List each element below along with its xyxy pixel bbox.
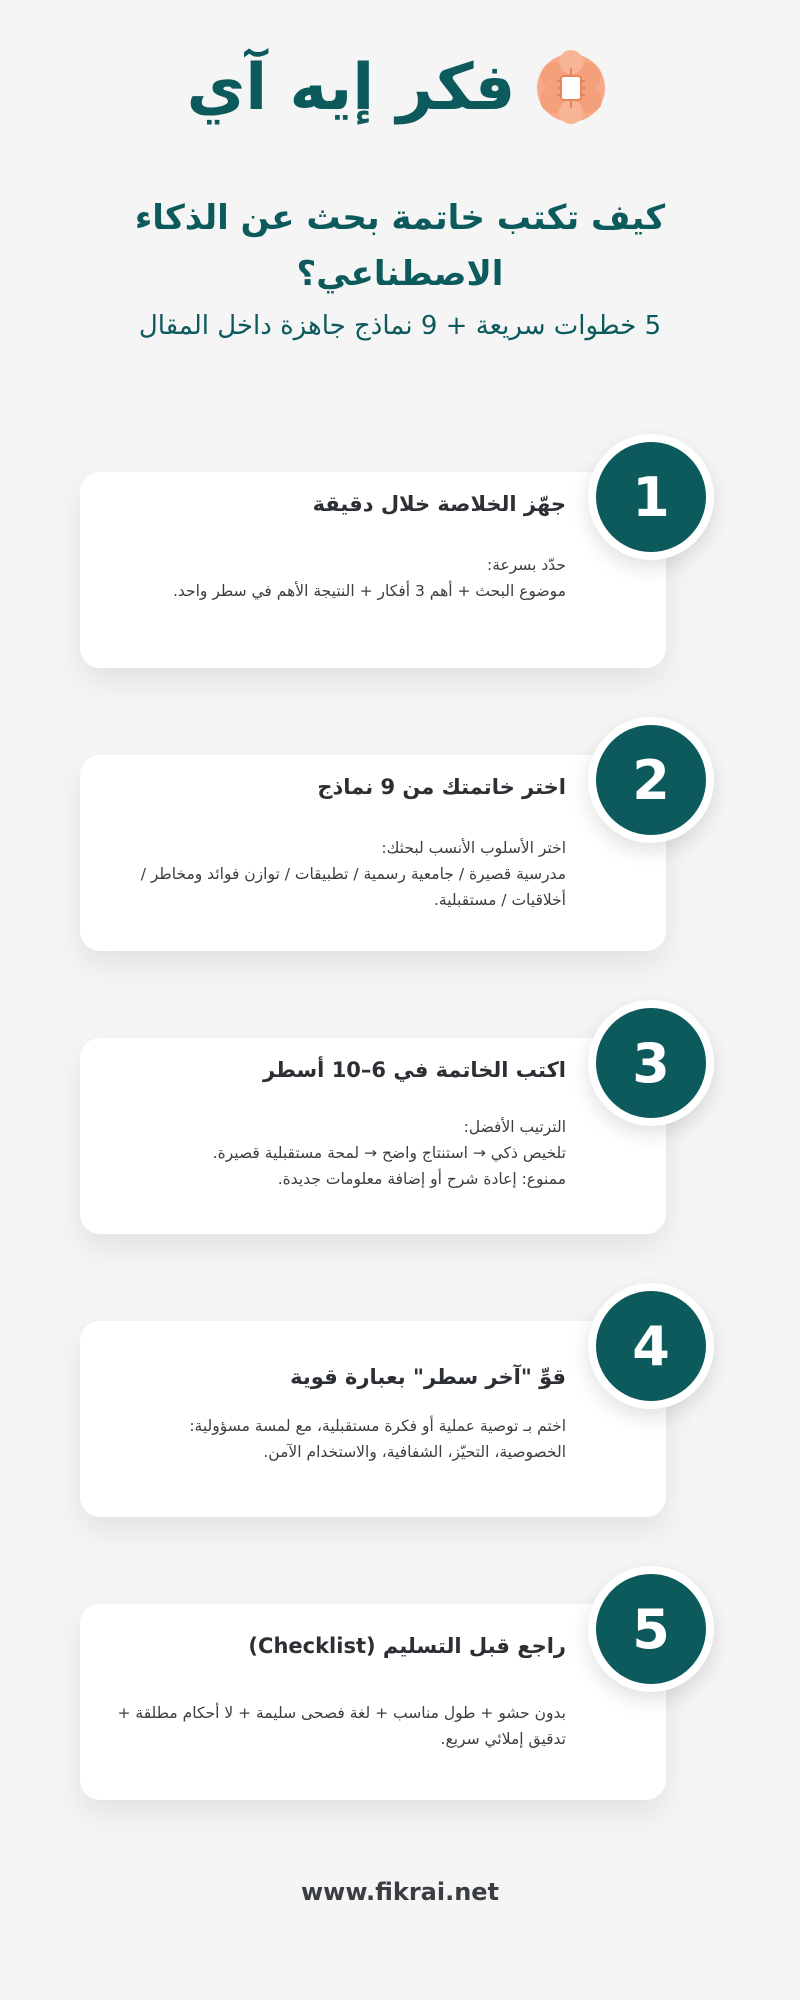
step-number-badge-1 <box>588 434 714 560</box>
step-number: 4 <box>596 1291 706 1401</box>
step-card-1 <box>80 472 666 668</box>
step-line: مدرسية قصيرة / جامعية رسمية / تطبيقات / توازن فوائد ومخاطر / أخلاقيات / مستقبلية. <box>140 865 566 909</box>
step-description <box>116 835 566 913</box>
step-title: اكتب الخاتمة في 6–10 أسطر <box>263 1058 566 1082</box>
step-card-2 <box>80 755 666 951</box>
page-subtitle: 5 خطوات سريعة + 9 نماذج جاهزة داخل المقال <box>138 311 662 341</box>
step-number: 5 <box>596 1574 706 1684</box>
step-number-badge-4 <box>588 1283 714 1409</box>
step-line: اختر الأسلوب الأنسب لبحثك: <box>381 839 566 857</box>
step-line: اختم بـ توصية عملية أو فكرة مستقبلية، مع لمسة مسؤولية: <box>189 1417 566 1435</box>
step-description <box>116 1700 566 1752</box>
website-url: www.fikrai.net <box>300 1878 500 1906</box>
step-title: اختر خاتمتك من 9 نماذج <box>317 775 566 799</box>
step-line: تلخيص ذكي → استنتاج واضح → لمحة مستقبلية قصيرة. <box>212 1144 566 1162</box>
brain-chip-icon <box>529 46 613 130</box>
step-title: جهّز الخلاصة خلال دقيقة <box>312 492 566 516</box>
step-line: ممنوع: إعادة شرح أو إضافة معلومات جديدة. <box>277 1170 566 1188</box>
step-line: موضوع البحث + أهم 3 أفكار + النتيجة الأهم في سطر واحد. <box>172 582 566 600</box>
step-number-badge-5 <box>588 1566 714 1692</box>
step-line: الخصوصية، التحيّز، الشفافية، والاستخدام الآمن. <box>263 1443 566 1461</box>
step-description <box>116 1114 566 1192</box>
step-number: 1 <box>596 442 706 552</box>
step-title: قوِّ "آخر سطر" بعبارة قوية <box>290 1365 566 1389</box>
step-line: حدّد بسرعة: <box>486 556 566 574</box>
step-number: 2 <box>596 725 706 835</box>
step-description <box>116 552 566 604</box>
step-title: راجع قبل التسليم (Checklist) <box>248 1634 566 1658</box>
step-card-4 <box>80 1321 666 1517</box>
page-title: كيف تكتب خاتمة بحث عن الذكاء الاصطناعي؟ <box>134 198 666 294</box>
step-card-3 <box>80 1038 666 1234</box>
brand-logo <box>186 38 600 138</box>
step-number: 3 <box>596 1008 706 1118</box>
step-card-5 <box>80 1604 666 1800</box>
step-line: الترتيب الأفضل: <box>463 1118 566 1136</box>
step-description <box>116 1413 566 1465</box>
step-number-badge-2 <box>588 717 714 843</box>
step-number-badge-3 <box>588 1000 714 1126</box>
step-line: بدون حشو + طول مناسب + لغة فصحى سليمة + لا أحكام مطلقة + تدقيق إملائي سريع. <box>117 1704 566 1748</box>
logo-text: فكر إيه آي <box>186 51 516 125</box>
